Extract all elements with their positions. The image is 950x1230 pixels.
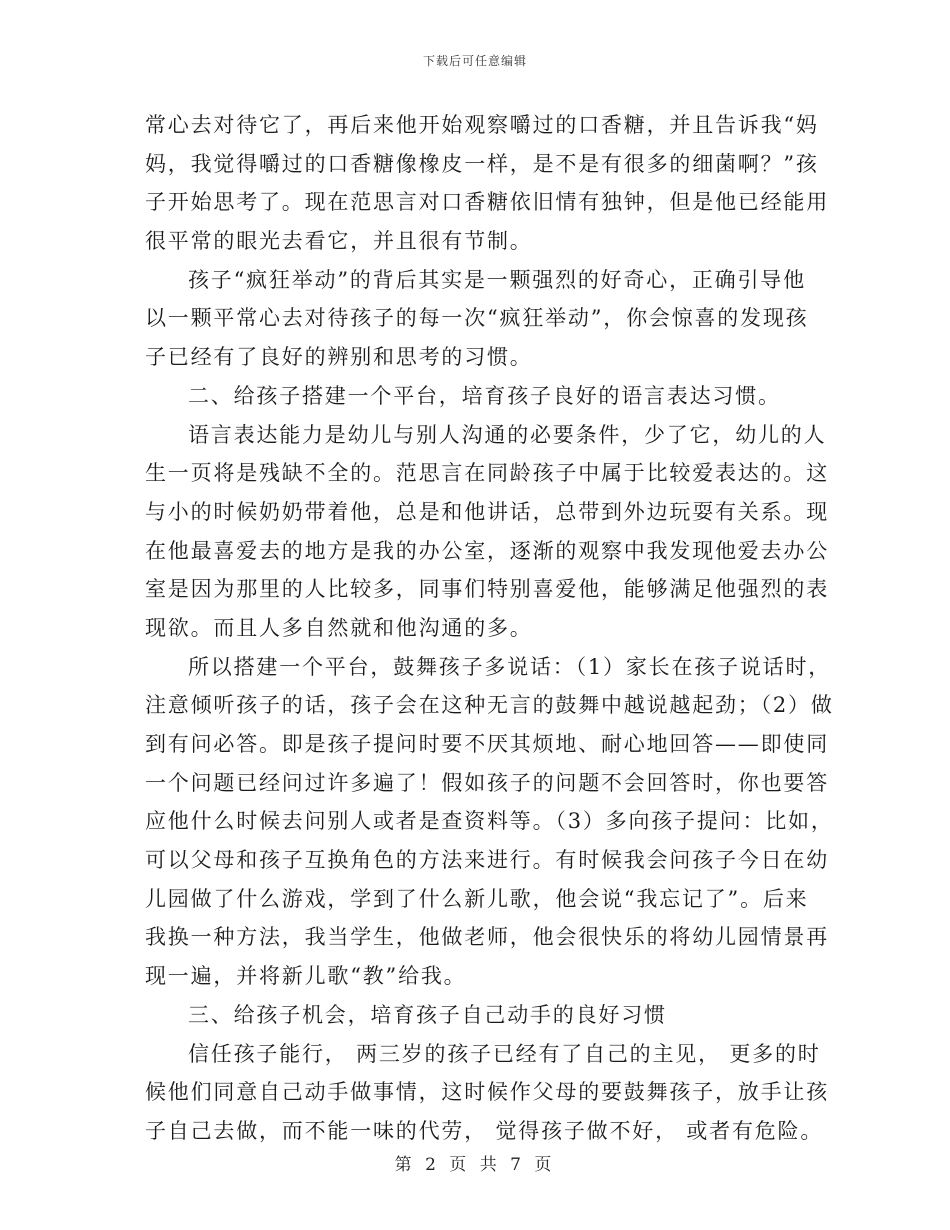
text-line: 常心去对待它了，再后来他开始观察嚼过的口香糖，并且告诉我“妈: [145, 113, 819, 137]
text-line: 室是因为那里的人比较多，同事们特别喜爱他，能够满足他强烈的表: [145, 577, 829, 602]
text-line: 在他最喜爱去的地方是我的办公室，逐渐的观察中我发现他爱去办公: [145, 538, 829, 563]
text-line: 现欲。而且人多自然就和他沟通的多。: [145, 615, 533, 640]
text-line: 一个问题已经问过许多遍了！假如孩子的问题不会回答时，你也要答: [145, 770, 829, 795]
text-line: 很平常的眼光去看它，并且很有节制。: [145, 229, 533, 254]
page-header: 下载后可任意编辑: [422, 54, 527, 68]
text-line: 可以父母和孩子互换角色的方法来进行。有时候我会问孩子今日在幼: [145, 848, 829, 873]
text-line: 儿园做了什么游戏，学到了什么新儿歌，他会说“我忘记了”。后来: [145, 886, 809, 911]
text-line: 妈，我觉得嚼过的口香糖像橡皮一样，是不是有很多的细菌啊？”孩: [145, 151, 819, 176]
text-line: 以一颗平常心去对待孩子的每一次“疯狂举动”，你会惊喜的发现孩: [145, 306, 809, 331]
text-line: 孩子“疯狂举动”的背后其实是一颗强烈的好奇心，正确引导他: [188, 267, 806, 292]
text-line: 信任孩子能行， 两三岁的孩子已经有了自己的主见， 更多的时: [188, 1041, 821, 1066]
document-body: [145, 106, 834, 1151]
text-line: 所以搭建一个平台，鼓舞孩子多说话：（1）家长在孩子说话时，: [188, 654, 832, 679]
text-line: 三、给孩子机会，培育孩子自己动手的良好习惯: [188, 1002, 667, 1027]
text-line: 现一遍，并将新儿歌“教”给我。: [145, 964, 467, 989]
text-line: 生一页将是残缺不全的。范思言在同龄孩子中属于比较爱表达的。这: [145, 461, 829, 486]
text-line: 二、给孩子搭建一个平台，培育孩子良好的语言表达习惯。: [188, 383, 781, 408]
text-line: 语言表达能力是幼儿与别人沟通的必要条件，少了它，幼儿的人: [188, 422, 827, 447]
text-line: 应他什么时候去问别人或者是查资料等。（3）多向孩子提问：比如，: [145, 809, 834, 834]
text-line: 子自己去做，而不能一味的代劳， 觉得孩子做不好， 或者有危险。: [145, 1118, 824, 1143]
page-footer: 第 2 页 共 7 页: [394, 1155, 556, 1175]
text-line: 候他们同意自己动手做事情，这时候作父母的要鼓舞孩子，放手让孩: [145, 1080, 829, 1105]
text-line: 注意倾听孩子的话，孩子会在这种无言的鼓舞中越说越起劲；（2）做: [145, 693, 834, 718]
text-line: 子已经有了良好的辨别和思考的习惯。: [145, 345, 533, 370]
text-line: 我换一种方法，我当学生，他做老师，他会很快乐的将幼儿园情景再: [145, 925, 829, 950]
text-line: 子开始思考了。现在范思言对口香糖依旧情有独钟，但是他已经能用: [145, 190, 829, 215]
text-line: 到有问必答。即是孩子提问时要不厌其烦地、耐心地回答——即使同: [145, 732, 829, 756]
text-line: 与小的时候奶奶带着他，总是和他讲话，总带到外边玩耍有关系。现: [145, 499, 829, 524]
